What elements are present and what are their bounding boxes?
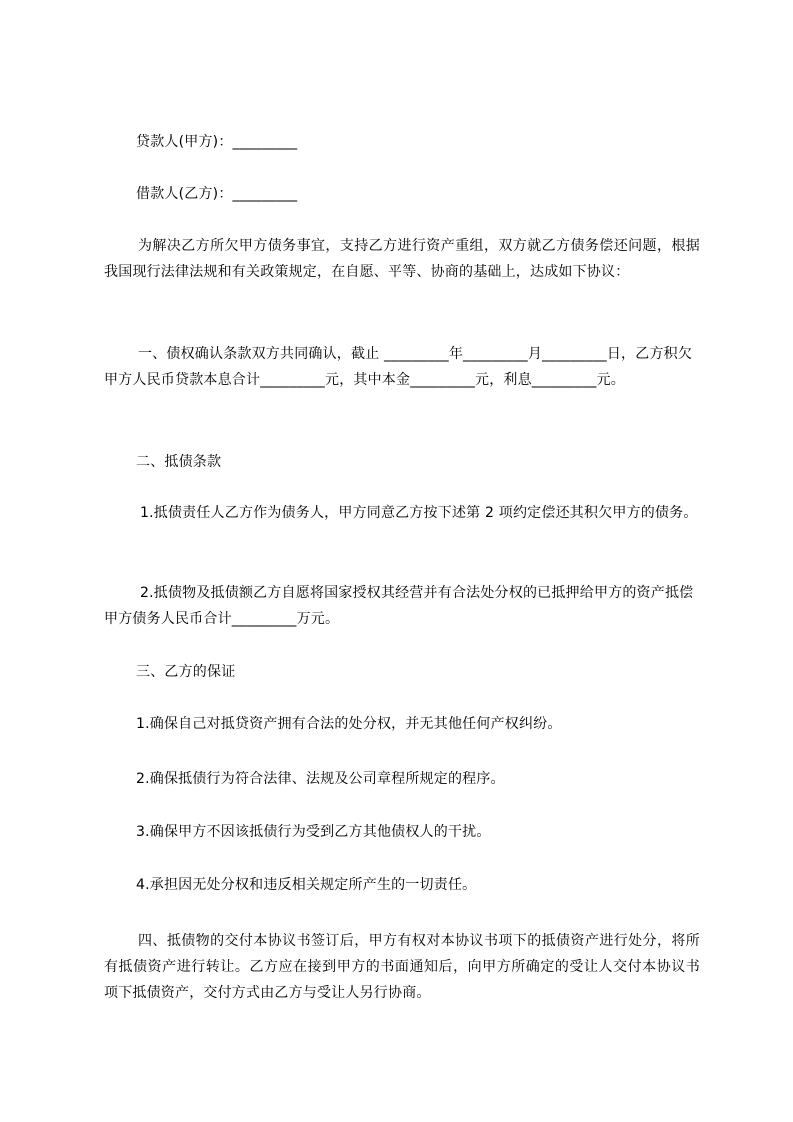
section-2-item-2: 2.抵债物及抵债额乙方自愿将国家授权其经营并有合法处分权的已抵押给甲方的资产抵偿甲方债务人民币合计_________万元。 [104, 585, 694, 627]
lender-line: 贷款人(甲方)：_________ [136, 134, 298, 150]
borrower-line: 借款人(乙方)：_________ [136, 186, 298, 202]
section-4-delivery: 四、抵债物的交付本协议书签订后，甲方有权对本协议书项下的抵债资产进行处分，将所有抵债资产进行转让。乙方应在接到甲方的书面通知后，向甲方所确定的受让人交付本协议书项下抵债资产，交付方式由乙方与受让人另行协商。 [104, 933, 700, 1001]
preamble-paragraph: 为解决乙方所欠甲方债务事宜，支持乙方进行资产重组，双方就乙方债务偿还问题，根据我国现行法律法规和有关政策规定，在自愿、平等、协商的基础上，达成如下协议： [104, 238, 700, 280]
section-2-title: 二、抵债条款 [136, 454, 222, 470]
section-3-title: 三、乙方的保证 [136, 664, 236, 680]
section-3-item-4: 4.承担因无处分权和违反相关规定所产生的一切责任。 [136, 877, 477, 893]
section-3-item-3: 3.确保甲方不因该抵债行为受到乙方其他债权人的干扰。 [136, 824, 491, 840]
section-1-debt-confirmation: 一、债权确认条款双方共同确认，截止 _________年_________月_________日，乙方积欠甲方人民币贷款本息合计_________元，其中本金_________元，利息_________元。 [104, 346, 693, 388]
section-3-item-2: 2.确保抵债行为符合法律、法规及公司章程所规定的程序。 [136, 771, 505, 787]
section-3-item-1: 1.确保自己对抵贷资产拥有合法的处分权，并无其他任何产权纠纷。 [136, 716, 562, 732]
section-2-item-1: 1.抵债责任人乙方作为债务人，甲方同意乙方按下述第 2 项约定偿还其积欠甲方的债务。 [140, 505, 698, 521]
